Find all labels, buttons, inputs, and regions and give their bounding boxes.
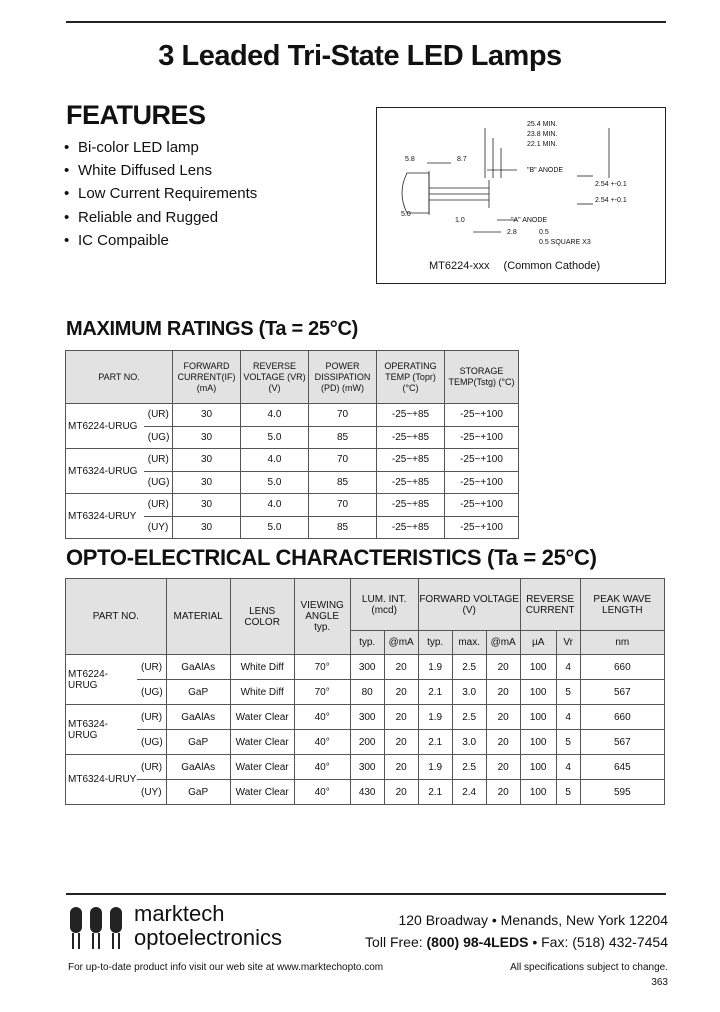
chip-code-cell: (UR) bbox=[144, 494, 173, 517]
table-cell: 2.1 bbox=[418, 780, 452, 805]
table-cell: 80 bbox=[350, 680, 384, 705]
page-title: 3 Leaded Tri-State LED Lamps bbox=[158, 40, 562, 72]
table-cell: 40° bbox=[294, 705, 350, 730]
table-cell: 660 bbox=[580, 705, 664, 730]
column-header: POWER DISSIPATION (PD) (mW) bbox=[309, 351, 377, 404]
table-cell: 2.1 bbox=[418, 680, 452, 705]
contact-line bbox=[365, 931, 668, 953]
table-cell: -25~+85 bbox=[377, 471, 445, 494]
table-cell: 4 bbox=[556, 755, 580, 780]
table-cell: -25~+85 bbox=[377, 404, 445, 427]
dim-label: 0.5 SQUARE X3 bbox=[539, 239, 591, 246]
table-cell: -25~+100 bbox=[445, 404, 519, 427]
table-cell: 85 bbox=[309, 426, 377, 449]
table-cell: 5.0 bbox=[241, 516, 309, 539]
led-outline-drawing bbox=[377, 108, 667, 285]
dim-label: 8.7 bbox=[457, 156, 467, 163]
table-cell: 4.0 bbox=[241, 404, 309, 427]
table-cell: -25~+100 bbox=[445, 516, 519, 539]
column-header: STORAGE TEMP(Tstg) (°C) bbox=[445, 351, 519, 404]
max-ratings-table bbox=[65, 350, 519, 539]
table-cell: 5.0 bbox=[241, 426, 309, 449]
table-cell: 70 bbox=[309, 404, 377, 427]
footer-rule bbox=[66, 893, 666, 895]
features-list bbox=[64, 138, 257, 254]
table-row bbox=[66, 680, 665, 705]
table-cell: 2.1 bbox=[418, 730, 452, 755]
column-header: FORWARD VOLTAGE (V) bbox=[418, 579, 520, 631]
table-cell: 70° bbox=[294, 680, 350, 705]
dim-label: 0.5 bbox=[539, 229, 549, 236]
table-row bbox=[66, 730, 665, 755]
column-header: PART NO. bbox=[66, 351, 173, 404]
table-cell: -25~+100 bbox=[445, 426, 519, 449]
table-cell: 30 bbox=[173, 426, 241, 449]
company-name-line2: optoelectronics bbox=[134, 925, 282, 950]
table-cell: 30 bbox=[173, 449, 241, 472]
table-cell: White Diff bbox=[230, 655, 294, 680]
table-cell: 100 bbox=[520, 680, 556, 705]
footer-spec-note: All specifications subject to change. bbox=[510, 962, 668, 973]
dim-label: 2.8 bbox=[507, 229, 517, 236]
chip-code-cell: (UR) bbox=[144, 449, 173, 472]
dim-label: 5.0 bbox=[401, 211, 411, 218]
column-header: LUM. INT. (mcd) bbox=[350, 579, 418, 631]
table-cell: GaAlAs bbox=[166, 755, 230, 780]
table-cell: -25~+85 bbox=[377, 449, 445, 472]
table-cell: 20 bbox=[486, 705, 520, 730]
table-cell: 430 bbox=[350, 780, 384, 805]
dim-label: 5.8 bbox=[405, 156, 415, 163]
list-item: • White Diffused Lens bbox=[64, 162, 212, 180]
angle-subheader: typ. bbox=[314, 622, 331, 633]
table-cell: 30 bbox=[173, 494, 241, 517]
angle-header: VIEWING ANGLE bbox=[300, 600, 344, 622]
company-address bbox=[365, 909, 668, 953]
sub-header: max. bbox=[452, 631, 486, 655]
diagram-caption bbox=[429, 260, 600, 272]
diagram-part: MT6224-xxx bbox=[429, 260, 490, 272]
column-header bbox=[294, 579, 350, 655]
table-cell: 5 bbox=[556, 780, 580, 805]
chip-code-cell: (UG) bbox=[137, 730, 166, 755]
part-number-cell: MT6224-URUG bbox=[66, 655, 138, 705]
chip-code-cell: (UR) bbox=[137, 755, 166, 780]
table-cell: 20 bbox=[486, 780, 520, 805]
phone-prefix: Toll Free: bbox=[365, 934, 427, 950]
opto-heading: OPTO-ELECTRICAL CHARACTERISTICS (Ta = 25°C) bbox=[66, 545, 597, 570]
dim-label: 1.0 bbox=[455, 217, 465, 224]
table-cell: 20 bbox=[384, 755, 418, 780]
table-cell: GaP bbox=[166, 680, 230, 705]
part-number-cell: MT6324-URUG bbox=[66, 449, 144, 494]
table-cell: 3.0 bbox=[452, 730, 486, 755]
chip-code-cell: (UR) bbox=[137, 705, 166, 730]
chip-code-cell: (UR) bbox=[144, 404, 173, 427]
table-cell: Water Clear bbox=[230, 730, 294, 755]
table-cell: 5 bbox=[556, 730, 580, 755]
company-name-line1: marktech bbox=[134, 901, 225, 926]
table-row bbox=[66, 705, 665, 730]
fax-number: • Fax: (518) 432-7454 bbox=[528, 934, 668, 950]
table-cell: 20 bbox=[486, 680, 520, 705]
table-row bbox=[66, 449, 519, 472]
table-cell: 660 bbox=[580, 655, 664, 680]
list-item: • IC Compaible bbox=[64, 231, 169, 249]
chip-code-cell: (UG) bbox=[137, 680, 166, 705]
dim-label: 22.1 MIN. bbox=[527, 141, 558, 148]
table-cell: 100 bbox=[520, 705, 556, 730]
table-cell: 100 bbox=[520, 730, 556, 755]
dim-label: 2.54 +-0.1 bbox=[595, 181, 627, 188]
table-cell: 30 bbox=[173, 404, 241, 427]
table-cell: 5.0 bbox=[241, 471, 309, 494]
diagram-note: (Common Cathode) bbox=[503, 260, 601, 272]
table-cell: 100 bbox=[520, 655, 556, 680]
table-cell: -25~+100 bbox=[445, 449, 519, 472]
table-cell: 4.0 bbox=[241, 449, 309, 472]
table-cell: -25~+100 bbox=[445, 494, 519, 517]
table-cell: GaAlAs bbox=[166, 655, 230, 680]
table-cell: -25~+85 bbox=[377, 516, 445, 539]
table-cell: 2.5 bbox=[452, 655, 486, 680]
table-cell: GaP bbox=[166, 730, 230, 755]
table-cell: 1.9 bbox=[418, 755, 452, 780]
table-cell: 70 bbox=[309, 449, 377, 472]
table-row bbox=[66, 780, 665, 805]
dim-label: 2.54 +-0.1 bbox=[595, 197, 627, 204]
chip-code-cell: (UG) bbox=[144, 471, 173, 494]
table-cell: 100 bbox=[520, 755, 556, 780]
page-number: 363 bbox=[651, 977, 668, 988]
table-cell: 1.9 bbox=[418, 655, 452, 680]
list-item: • Bi-color LED lamp bbox=[64, 139, 199, 156]
table-cell: Water Clear bbox=[230, 705, 294, 730]
table-row bbox=[66, 494, 519, 517]
table-cell: 20 bbox=[384, 780, 418, 805]
table-cell: 100 bbox=[520, 780, 556, 805]
table-cell: 30 bbox=[173, 471, 241, 494]
sub-header: @mA bbox=[384, 631, 418, 655]
phone-number: (800) 98-4LEDS bbox=[426, 934, 529, 950]
column-header: REVERSE CURRENT bbox=[520, 579, 580, 631]
table-cell: 595 bbox=[580, 780, 664, 805]
column-header: REVERSE VOLTAGE (VR) (V) bbox=[241, 351, 309, 404]
footer-website-note: For up-to-date product info visit our web site at www.marktechopto.com bbox=[68, 962, 384, 973]
sub-header: typ. bbox=[418, 631, 452, 655]
table-cell: 1.9 bbox=[418, 705, 452, 730]
table-cell: 567 bbox=[580, 730, 664, 755]
column-header: PEAK WAVE LENGTH bbox=[580, 579, 664, 631]
table-cell: 70° bbox=[294, 655, 350, 680]
part-number-cell: MT6324-URUY bbox=[66, 755, 138, 805]
chip-code-cell: (UR) bbox=[137, 655, 166, 680]
table-cell: 20 bbox=[384, 680, 418, 705]
table-cell: 40° bbox=[294, 730, 350, 755]
package-diagram bbox=[376, 107, 666, 284]
table-cell: 40° bbox=[294, 755, 350, 780]
table-cell: 5 bbox=[556, 680, 580, 705]
column-header: OPERATING TEMP (Topr) (°C) bbox=[377, 351, 445, 404]
chip-code-cell: (UY) bbox=[137, 780, 166, 805]
table-cell: 70 bbox=[309, 494, 377, 517]
table-cell: 2.5 bbox=[452, 705, 486, 730]
table-cell: -25~+100 bbox=[445, 471, 519, 494]
part-number-cell: MT6324-URUG bbox=[66, 705, 138, 755]
sub-header: Vr bbox=[556, 631, 580, 655]
dim-label: 23.8 MIN. bbox=[527, 131, 558, 138]
table-cell: Water Clear bbox=[230, 755, 294, 780]
max-ratings-body bbox=[66, 404, 519, 539]
table-cell: GaAlAs bbox=[166, 705, 230, 730]
table-cell: 567 bbox=[580, 680, 664, 705]
chip-code-cell: (UY) bbox=[144, 516, 173, 539]
table-cell: 20 bbox=[384, 730, 418, 755]
chip-code-cell: (UG) bbox=[144, 426, 173, 449]
opto-table bbox=[65, 578, 665, 805]
table-cell: White Diff bbox=[230, 680, 294, 705]
top-rule bbox=[66, 21, 666, 23]
table-cell: 20 bbox=[384, 655, 418, 680]
table-cell: 40° bbox=[294, 780, 350, 805]
table-cell: 200 bbox=[350, 730, 384, 755]
table-cell: 20 bbox=[486, 730, 520, 755]
column-header: PART NO. bbox=[66, 579, 167, 655]
list-item: • Reliable and Rugged bbox=[64, 208, 219, 226]
table-cell: 645 bbox=[580, 755, 664, 780]
table-cell: -25~+85 bbox=[377, 494, 445, 517]
dim-label: 25.4 MIN. bbox=[527, 121, 558, 128]
table-cell: 300 bbox=[350, 655, 384, 680]
table-cell: 4 bbox=[556, 705, 580, 730]
table-row bbox=[66, 404, 519, 427]
dim-label: "A" ANODE bbox=[511, 217, 548, 224]
opto-body bbox=[66, 655, 665, 805]
table-cell: 300 bbox=[350, 705, 384, 730]
table-cell: 4 bbox=[556, 655, 580, 680]
sub-header: nm bbox=[580, 631, 664, 655]
sub-header: µA bbox=[520, 631, 556, 655]
table-cell: 30 bbox=[173, 516, 241, 539]
table-cell: Water Clear bbox=[230, 780, 294, 805]
table-cell: -25~+85 bbox=[377, 426, 445, 449]
table-row bbox=[66, 655, 665, 680]
max-ratings-heading: MAXIMUM RATINGS (Ta = 25°C) bbox=[66, 318, 358, 340]
table-cell: 20 bbox=[486, 655, 520, 680]
table-cell: 4.0 bbox=[241, 494, 309, 517]
table-cell: 300 bbox=[350, 755, 384, 780]
sub-header: @mA bbox=[486, 631, 520, 655]
marktech-logo-icon bbox=[68, 905, 128, 953]
column-header: FORWARD CURRENT(IF) (mA) bbox=[173, 351, 241, 404]
part-number-cell: MT6224-URUG bbox=[66, 404, 144, 449]
table-cell: 20 bbox=[384, 705, 418, 730]
features-heading: FEATURES bbox=[66, 100, 206, 130]
part-number-cell: MT6324-URUY bbox=[66, 494, 144, 539]
table-cell: 85 bbox=[309, 516, 377, 539]
table-cell: 2.4 bbox=[452, 780, 486, 805]
table-cell: 85 bbox=[309, 471, 377, 494]
sub-header: typ. bbox=[350, 631, 384, 655]
column-header: MATERIAL bbox=[166, 579, 230, 655]
address-line: 120 Broadway • Menands, New York 12204 bbox=[398, 912, 668, 928]
table-cell: GaP bbox=[166, 780, 230, 805]
dim-label: "B" ANODE bbox=[527, 167, 564, 174]
table-cell: 2.5 bbox=[452, 755, 486, 780]
company-name bbox=[134, 902, 282, 950]
column-header: LENS COLOR bbox=[230, 579, 294, 655]
list-item: • Low Current Requirements bbox=[64, 185, 258, 203]
table-cell: 3.0 bbox=[452, 680, 486, 705]
table-cell: 20 bbox=[486, 755, 520, 780]
table-row bbox=[66, 755, 665, 780]
